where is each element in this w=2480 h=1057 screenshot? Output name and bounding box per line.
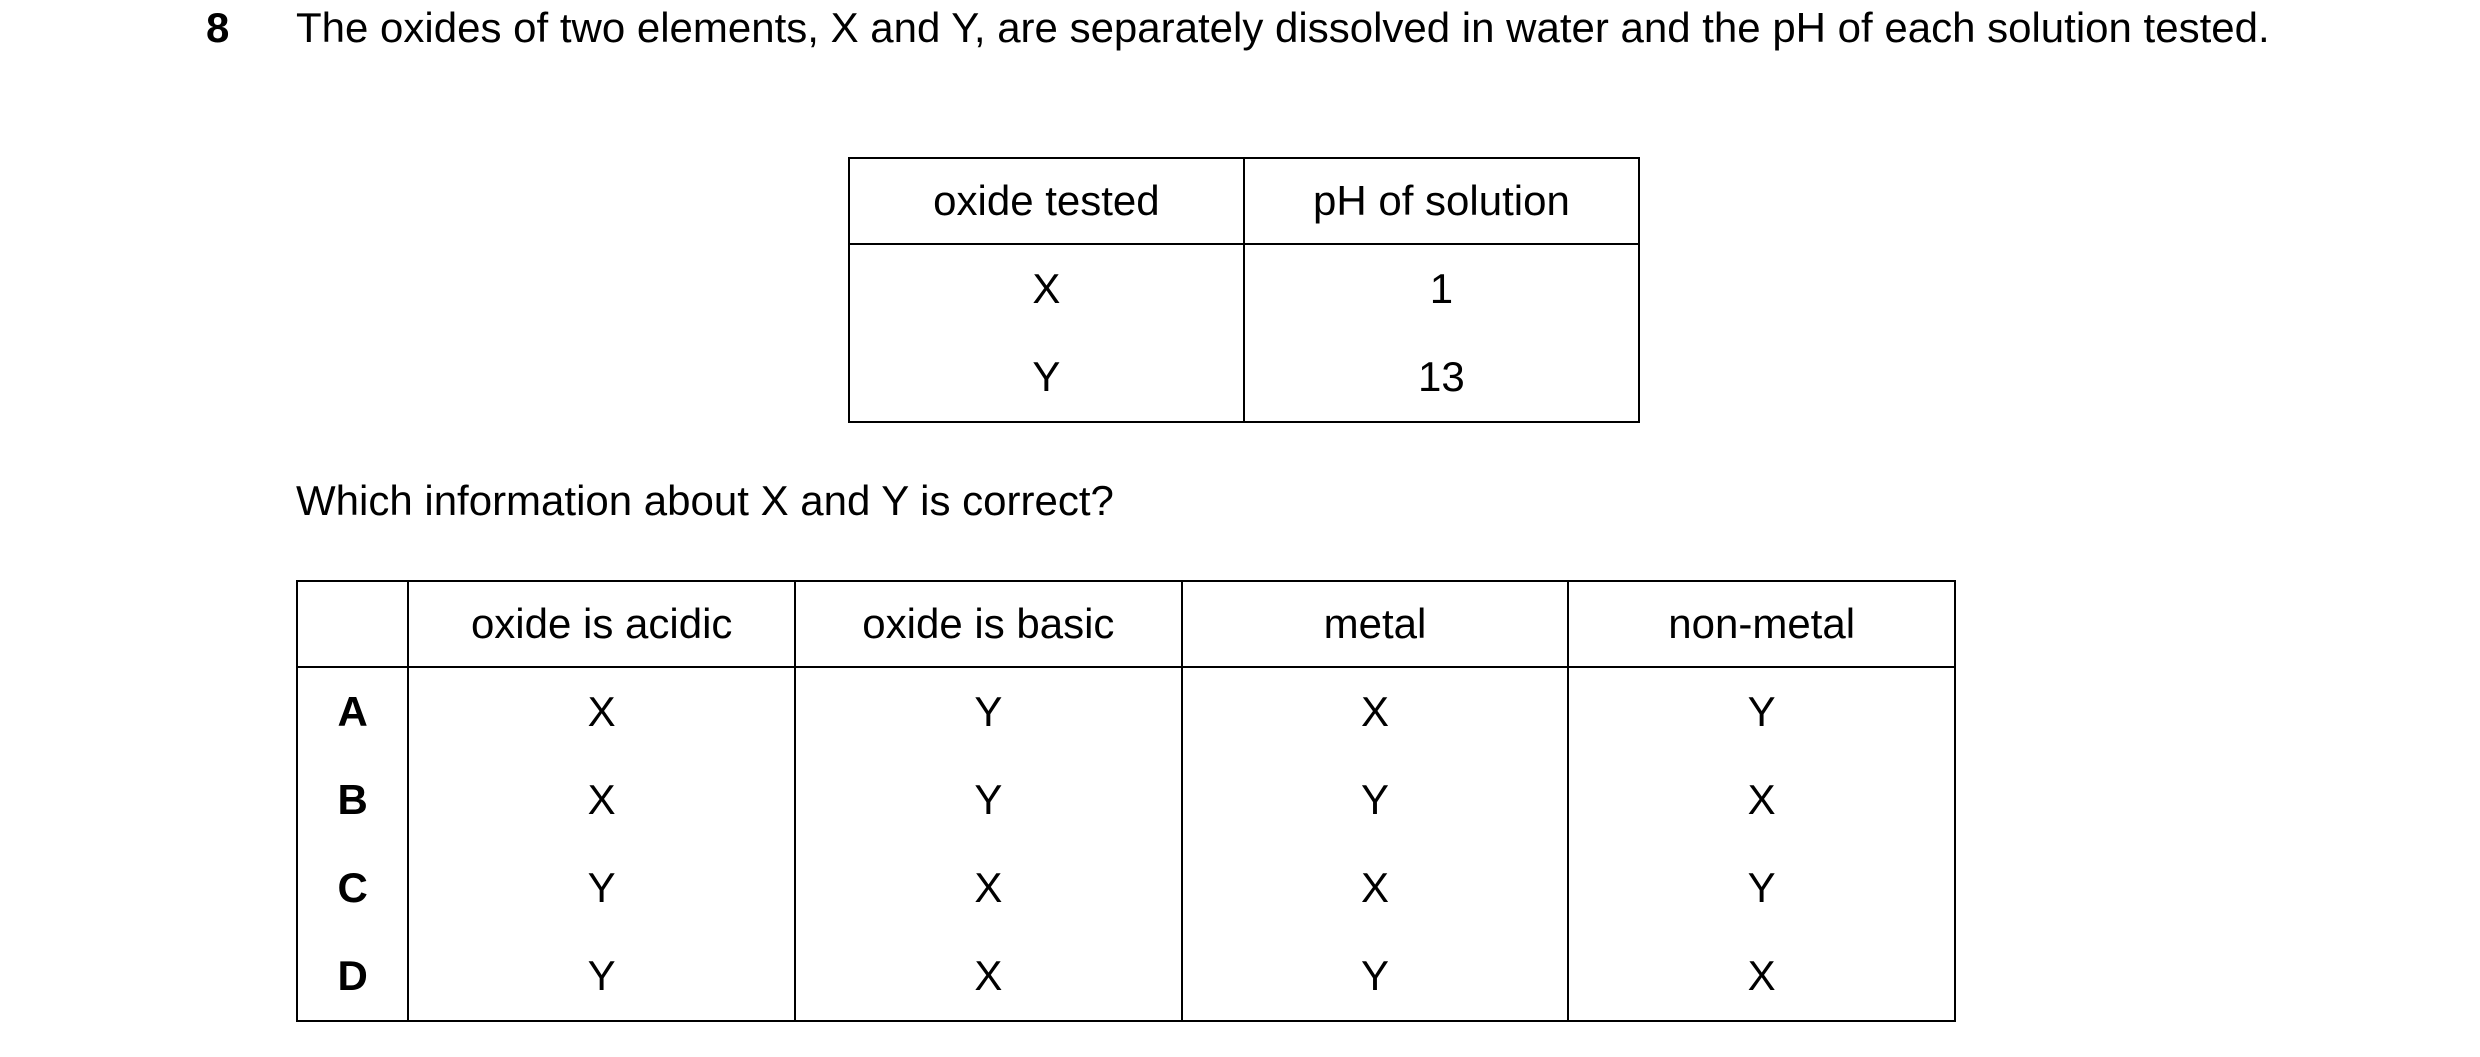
- basic-cell: X: [795, 844, 1182, 932]
- ph-results-table: [848, 157, 1640, 423]
- metal-cell: X: [1182, 844, 1569, 932]
- metal-cell: X: [1182, 667, 1569, 756]
- header-oxide-is-acidic: oxide is acidic: [408, 581, 795, 667]
- option-key: A: [297, 667, 408, 756]
- non-metal-cell: X: [1568, 932, 1955, 1021]
- table-header-row: [849, 158, 1639, 244]
- table-row: [849, 333, 1639, 422]
- acidic-cell: X: [408, 756, 795, 844]
- basic-cell: Y: [795, 667, 1182, 756]
- question-stem: The oxides of two elements, X and Y, are separately dissolved in water and the pH of each solution tested.: [296, 4, 2270, 51]
- acidic-cell: Y: [408, 844, 795, 932]
- option-row-c[interactable]: [297, 844, 1955, 932]
- oxide-cell: X: [849, 244, 1244, 333]
- answer-options-table: [296, 580, 1956, 1022]
- table-row: [849, 244, 1639, 333]
- question-prompt: Which information about X and Y is correct?: [296, 477, 1114, 524]
- header-ph-of-solution: pH of solution: [1244, 158, 1639, 244]
- table-header-row: [297, 581, 1955, 667]
- ph-cell: 1: [1244, 244, 1639, 333]
- option-row-d[interactable]: [297, 932, 1955, 1021]
- basic-cell: Y: [795, 756, 1182, 844]
- option-row-b[interactable]: [297, 756, 1955, 844]
- basic-cell: X: [795, 932, 1182, 1021]
- header-oxide-tested: oxide tested: [849, 158, 1244, 244]
- option-key: C: [297, 844, 408, 932]
- metal-cell: Y: [1182, 756, 1569, 844]
- acidic-cell: Y: [408, 932, 795, 1021]
- acidic-cell: X: [408, 667, 795, 756]
- metal-cell: Y: [1182, 932, 1569, 1021]
- non-metal-cell: X: [1568, 756, 1955, 844]
- header-non-metal: non-metal: [1568, 581, 1955, 667]
- ph-cell: 13: [1244, 333, 1639, 422]
- non-metal-cell: Y: [1568, 667, 1955, 756]
- option-key: D: [297, 932, 408, 1021]
- oxide-cell: Y: [849, 333, 1244, 422]
- header-key: [297, 581, 408, 667]
- option-key: B: [297, 756, 408, 844]
- question-number: 8: [206, 4, 230, 51]
- non-metal-cell: Y: [1568, 844, 1955, 932]
- header-metal: metal: [1182, 581, 1569, 667]
- option-row-a[interactable]: [297, 667, 1955, 756]
- header-oxide-is-basic: oxide is basic: [795, 581, 1182, 667]
